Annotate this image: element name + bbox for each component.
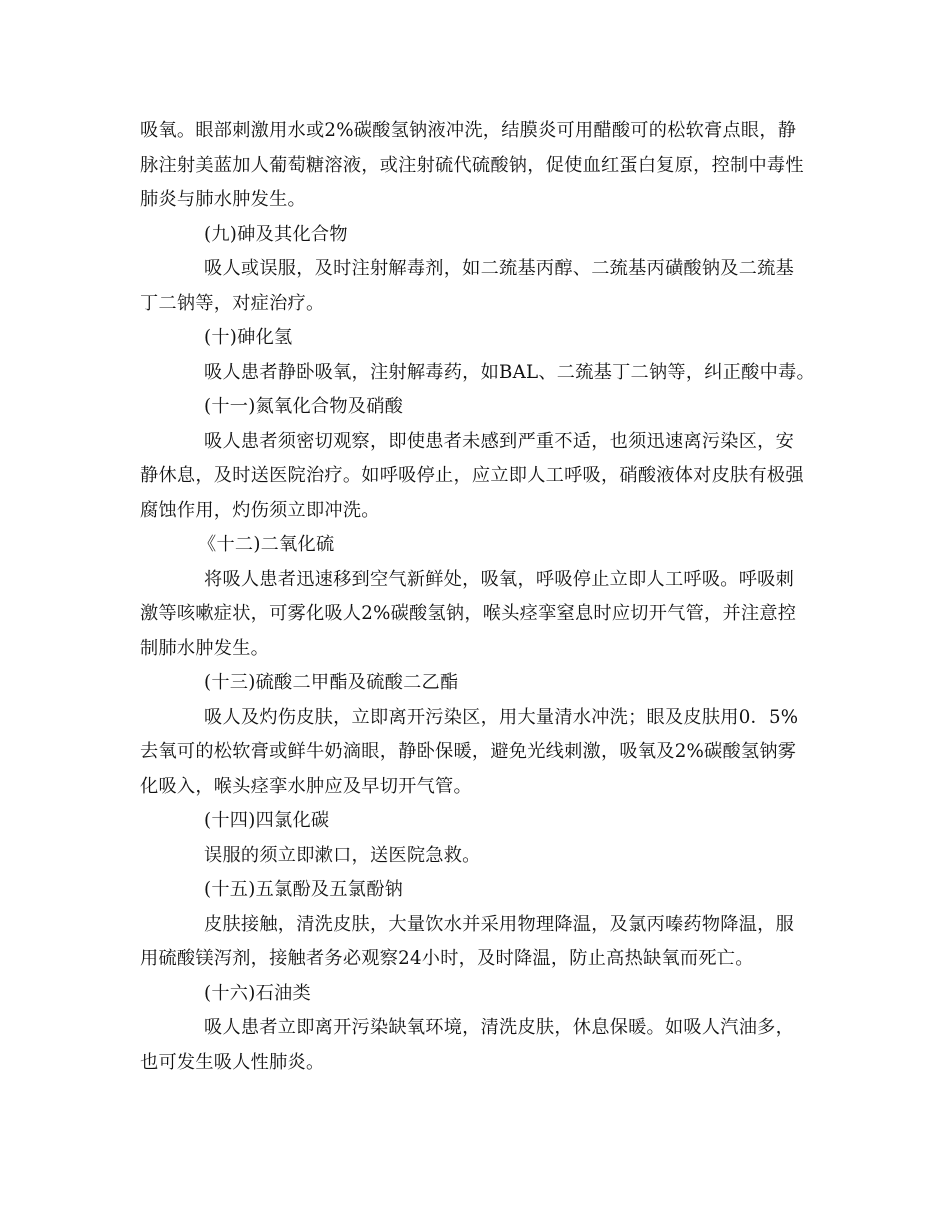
section-heading-12: 《十二)二氧化硫 (198, 534, 335, 555)
text-line: 吸人患者须密切观察，即使患者未感到严重不适，也须迅速离污染区，安 (204, 430, 795, 452)
text-line: 肺炎与肺水肿发生。 (140, 189, 306, 210)
text-line: 制肺水肿发生。 (140, 637, 270, 659)
section-heading-15: (十五)五氯酚及五氯酚钠 (204, 879, 404, 900)
text-line: 吸人患者立即离开污染缺氧环境，清洗皮肤，休息保暖。如吸人汽油多， (204, 1017, 795, 1038)
paragraph-pentachlorophenol (140, 908, 812, 977)
section-heading-14: (十四)四氯化碳 (204, 810, 330, 831)
text-line: 丁二钠等，对症治疗。 (140, 292, 325, 314)
document-body (140, 114, 815, 1080)
paragraph-arsenic (140, 252, 812, 321)
paragraph-arsine (140, 356, 815, 391)
section-heading-16: (十六)石油类 (204, 982, 311, 1004)
text-line: 吸人患者静卧吸氧，注射解毒药，如BAL、二巯基丁二钠等，纠正酸中毒。 (204, 361, 815, 383)
paragraph-petroleum (140, 1011, 812, 1080)
text-line: 吸人或误服，及时注射解毒剂，如二巯基丙醇、二巯基丙磺酸钠及二巯基 (204, 258, 795, 279)
text-line: 也可发生吸人性肺炎。 (140, 1051, 325, 1073)
paragraph-carbon-tetrachloride (140, 839, 812, 874)
text-line: 误服的须立即漱口，送医院急救。 (204, 844, 481, 866)
paragraph-nitrogen-oxides (140, 425, 812, 529)
section-heading-9: (九)砷及其化合物 (204, 223, 348, 245)
text-line: 将吸人患者迅速移到空气新鲜处，吸氧，呼吸停止立即人工呼吸。呼吸刺 (204, 568, 795, 590)
text-line: 用硫酸镁泻剂，接触者务必观察24小时，及时降温，防止高热缺氧而死亡。 (140, 948, 754, 969)
section-heading-11: (十一)氮氧化合物及硝酸 (204, 396, 404, 417)
text-line: 脉注射美蓝加人葡萄糖溶液，或注射硫代硫酸钠，促使血红蛋白复原，控制中毒性 (140, 154, 804, 176)
text-line: 吸氧。眼部刺激用水或2%碳酸氢钠液冲洗，结膜炎可用醋酸可的松软膏点眼，静 (140, 120, 797, 141)
paragraph-dimethyl-sulfate (140, 701, 812, 805)
text-line: 吸人及灼伤皮肤，立即离开污染区，用大量清水冲洗；眼及皮肤用0．5% (204, 706, 799, 728)
section-heading-10: (十)砷化氢 (204, 327, 293, 348)
text-line: 静休息，及时送医院治疗。如呼吸停止，应立即人工呼吸，硝酸液体对皮肤有极强 (140, 465, 804, 486)
text-line: 激等咳嗽症状，可雾化吸人2%碳酸氢钠，喉头痉挛窒息时应切开气管，并注意控 (140, 603, 797, 624)
section-heading-13: (十三)硫酸二甲酯及硫酸二乙酯 (204, 672, 459, 693)
text-line: 腐蚀作用，灼伤须立即冲洗。 (140, 499, 380, 521)
text-line: 化吸入，喉头痉挛水肿应及早切开气管。 (140, 775, 472, 797)
paragraph-sulfur-dioxide (140, 563, 812, 667)
paragraph-oxygen-eye-treatment (140, 114, 812, 218)
text-line: 皮肤接触，清洗皮肤，大量饮水并采用物理降温，及氯丙嗪药物降温，服 (204, 913, 795, 935)
text-line: 去氧可的松软膏或鲜牛奶滴眼，静卧保暖，避免光线刺激，吸氧及2%碳酸氢钠雾 (140, 741, 797, 762)
